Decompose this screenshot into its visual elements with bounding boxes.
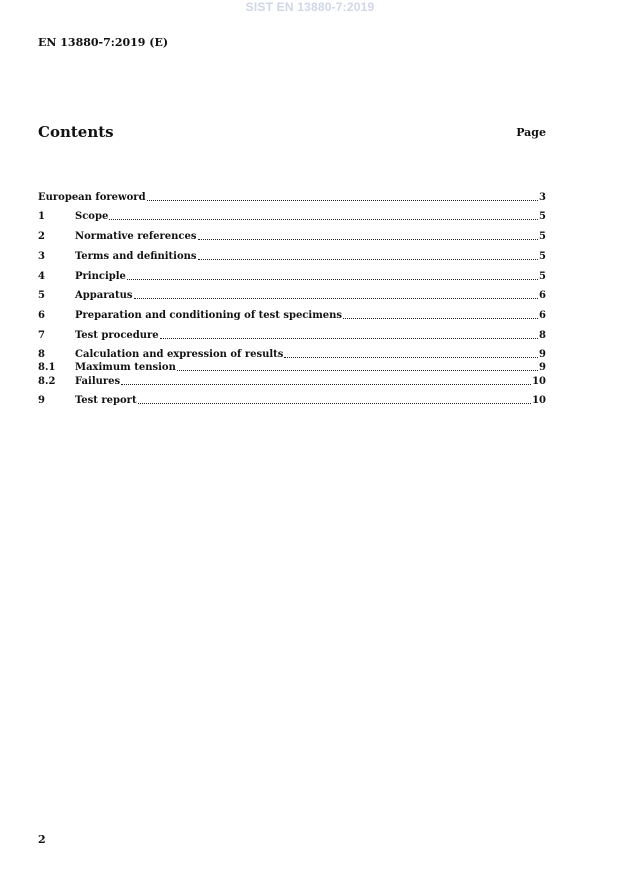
toc-entry-number: 5	[38, 290, 45, 301]
document-id: EN 13880-7:2019 (E)	[38, 36, 169, 49]
dot-leader	[177, 369, 538, 371]
toc-entry-6[interactable]	[38, 309, 546, 322]
toc-entry-page: 5	[539, 211, 546, 222]
toc-entry-foreword[interactable]	[38, 191, 546, 204]
toc-entry-page: 6	[539, 310, 546, 321]
toc-entry-1[interactable]	[38, 210, 546, 223]
dot-leader	[343, 317, 538, 319]
toc-entry-title: Test procedure	[75, 330, 159, 341]
toc-entry-page: 10	[532, 395, 546, 406]
toc-entry-8[interactable]	[38, 348, 546, 361]
toc-entry-page: 5	[539, 271, 546, 282]
toc-entry-4[interactable]	[38, 270, 546, 283]
dot-leader	[138, 402, 532, 404]
dot-leader	[160, 337, 538, 339]
dot-leader	[127, 278, 538, 280]
dot-leader	[198, 258, 539, 260]
toc-entry-8-2[interactable]	[38, 375, 546, 388]
dot-leader	[109, 218, 538, 220]
toc-entry-title: European foreword	[38, 192, 146, 203]
toc-entry-title: Failures	[75, 376, 121, 387]
toc-entry-number: 9	[38, 395, 45, 406]
dot-leader	[121, 383, 531, 385]
toc-entry-title: Scope	[75, 211, 109, 222]
toc-entry-page: 3	[539, 192, 546, 203]
dot-leader	[284, 356, 538, 358]
toc-entry-number: 8.1	[38, 362, 56, 373]
toc-entry-9[interactable]	[38, 394, 546, 407]
toc-entry-page: 10	[532, 376, 546, 387]
toc-entry-page: 9	[539, 349, 546, 360]
toc-entry-title: Test report	[75, 395, 137, 406]
toc-entry-number: 4	[38, 271, 45, 282]
toc-entry-page: 5	[539, 231, 546, 242]
contents-heading: Contents	[38, 123, 114, 141]
dot-leader	[147, 199, 538, 201]
toc-entry-title: Normative references	[75, 231, 197, 242]
toc-entry-page: 5	[539, 251, 546, 262]
toc-entry-title: Principle	[75, 271, 126, 282]
toc-entry-8-1[interactable]	[38, 361, 546, 374]
page-number: 2	[38, 833, 46, 846]
toc-entry-title: Maximum tension	[75, 362, 176, 373]
toc-entry-title: Terms and definitions	[75, 251, 197, 262]
dot-leader	[198, 238, 539, 240]
toc-entry-5[interactable]	[38, 289, 546, 302]
watermark: SIST EN 13880-7:2019	[245, 0, 375, 14]
toc-entry-number: 6	[38, 310, 45, 321]
toc-entry-number: 8	[38, 349, 45, 360]
toc-entry-page: 9	[539, 362, 546, 373]
toc-entry-page: 6	[539, 290, 546, 301]
toc-entry-7[interactable]	[38, 329, 546, 342]
toc-entry-number: 8.2	[38, 376, 56, 387]
toc-entry-number: 3	[38, 251, 45, 262]
page-column-label: Page	[516, 126, 546, 139]
toc-entry-title: Apparatus	[75, 290, 133, 301]
toc-entry-title: Calculation and expression of results	[75, 349, 284, 360]
dot-leader	[134, 297, 539, 299]
toc-entry-page: 8	[539, 330, 546, 341]
toc-entry-3[interactable]	[38, 250, 546, 263]
toc-entry-number: 7	[38, 330, 45, 341]
toc-entry-2[interactable]	[38, 230, 546, 243]
toc-entry-title: Preparation and conditioning of test specimens	[75, 310, 343, 321]
toc-entry-number: 2	[38, 231, 45, 242]
toc-entry-number: 1	[38, 211, 45, 222]
